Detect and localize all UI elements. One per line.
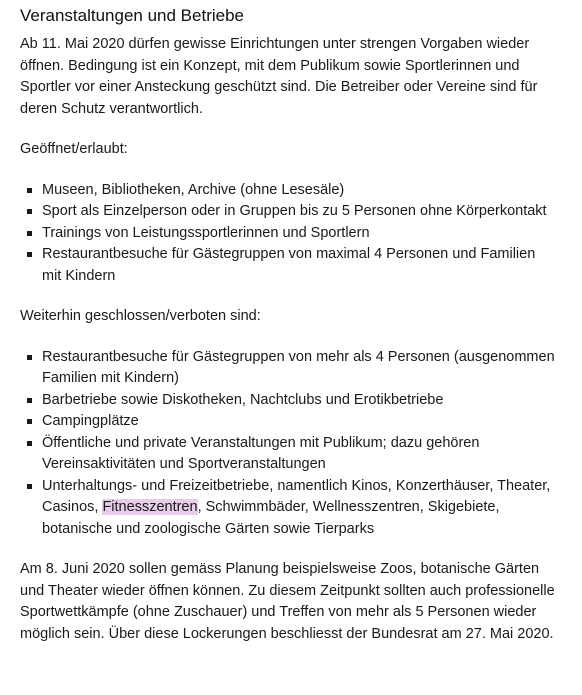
section-heading: Veranstaltungen und Betriebe: [20, 6, 245, 25]
open-label: Geöffnet/erlaubt:: [20, 141, 128, 157]
intro-paragraph: Ab 11. Mai 2020 dürfen gewisse Einrichtungen unter strengen Vorgaben wieder öffnen. Bedingung ist ein Konzept, mit dem Publikum sowie Sportlerinnen und Sportler vor einer Ansteckung geschützt sind. Die Betreiber oder Vereine sind für deren Schutz verantwortlich.: [20, 36, 538, 117]
list-item: Öffentliche und private Veranstaltungen mit Publikum; dazu gehören Vereinsaktivitäten und Sportveranstaltungen: [20, 433, 558, 476]
list-item: Trainings von Leistungssportlerinnen und Sportlern: [20, 223, 558, 245]
closed-list: [20, 347, 558, 541]
list-item: Restaurantbesuche für Gästegruppen von maximal 4 Personen und Familien mit Kindern: [20, 244, 558, 287]
list-item: Restaurantbesuche für Gästegruppen von mehr als 4 Personen (ausgenommen Familien mit Kindern): [20, 347, 558, 390]
list-item: Sport als Einzelperson oder in Gruppen bis zu 5 Personen ohne Körperkontakt: [20, 201, 558, 223]
open-list: [20, 180, 558, 288]
list-item-text: , Schwimmbäder, Wellnesszentren, Skigebiete, botanische und zoologische Gärten sowie Tierparks: [42, 499, 500, 537]
list-item: Barbetriebe sowie Diskotheken, Nachtclubs und Erotikbetriebe: [20, 390, 558, 412]
list-item: Museen, Bibliotheken, Archive (ohne Lesesäle): [20, 180, 558, 202]
closed-label: Weiterhin geschlossen/verboten sind:: [20, 308, 261, 324]
outro-paragraph: Am 8. Juni 2020 sollen gemäss Planung beispielsweise Zoos, botanische Gärten und Theater wieder öffnen können. Zu diesem Zeitpunkt sollten auch professionelle Sportwettkämpfe (ohne Zuschauer) und Treffen von mehr als 5 Personen wieder möglich sein. Über diese Lockerungen beschliesst der Bundesrat am 27. Mai 2020.: [20, 561, 555, 642]
highlighted-term: Fitnesszentren: [102, 499, 198, 515]
list-item: [20, 476, 558, 541]
list-item-text: Unterhaltungs- und Freizeitbetriebe, namentlich Kinos, Konzerthäuser, Theater, Casinos,: [42, 477, 551, 515]
list-item: Campingplätze: [20, 411, 558, 433]
